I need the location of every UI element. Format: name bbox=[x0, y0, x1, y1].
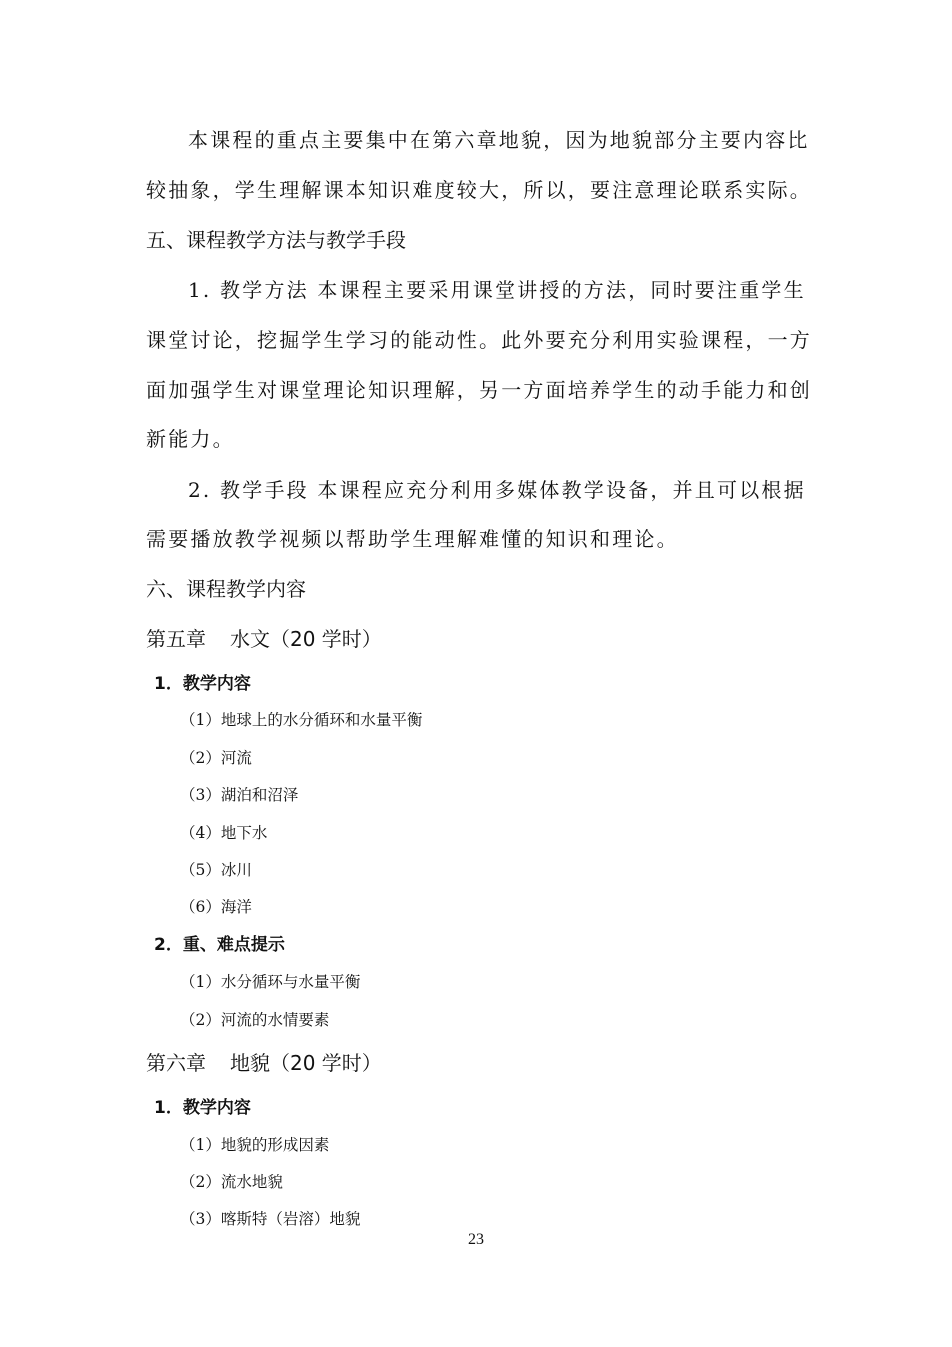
intro-paragraph-line-1: 本课程的重点主要集中在第六章地貌，因为地貌部分主要内容比 bbox=[188, 128, 810, 152]
chapter-5-content-item: （3）湖泊和沼泽 bbox=[180, 786, 299, 804]
method-paragraph-line-3: 面加强学生对课堂理论知识理解，另一方面培养学生的动手能力和创 bbox=[146, 378, 812, 402]
chapter-5-content-item: （6）海洋 bbox=[180, 898, 252, 916]
means-paragraph-line-1: 2. 教学手段 本课程应充分利用多媒体教学设备，并且可以根据 bbox=[188, 478, 806, 502]
section-heading-teaching-content: 六、课程教学内容 bbox=[146, 577, 306, 601]
chapter-6-content-heading: 1．教学内容 bbox=[154, 1098, 251, 1118]
intro-paragraph-line-2: 较抽象，学生理解课本知识难度较大，所以，要注意理论联系实际。 bbox=[146, 178, 812, 202]
chapter-6-content-item: （1）地貌的形成因素 bbox=[180, 1136, 330, 1154]
chapter-6-heading bbox=[146, 1049, 382, 1077]
chapter-5-content-item: （4）地下水 bbox=[180, 824, 268, 842]
method-paragraph-line-2: 课堂讨论，挖掘学生学习的能动性。此外要充分利用实验课程，一方 bbox=[146, 328, 812, 352]
chapter-5-content-heading: 1．教学内容 bbox=[154, 674, 251, 694]
section-heading-teaching-methods: 五、课程教学方法与教学手段 bbox=[146, 228, 406, 252]
means-paragraph-line-2: 需要播放教学视频以帮助学生理解难懂的知识和理论。 bbox=[146, 527, 679, 551]
chapter-5-key-point-item: （2）河流的水情要素 bbox=[180, 1011, 330, 1029]
chapter-5-content-item: （1）地球上的水分循环和水量平衡 bbox=[180, 711, 423, 729]
chapter-6-content-item: （2）流水地貌 bbox=[180, 1173, 283, 1191]
chapter-5-heading bbox=[146, 625, 382, 653]
chapter-5-title: 水文（20 学时） bbox=[230, 627, 382, 651]
chapter-6-title: 地貌（20 学时） bbox=[230, 1051, 382, 1075]
chapter-5-content-item: （2）河流 bbox=[180, 749, 252, 767]
chapter-6-content-item: （3）喀斯特（岩溶）地貌 bbox=[180, 1210, 361, 1228]
chapter-5-number: 第五章 bbox=[146, 627, 206, 651]
method-paragraph-line-4: 新能力。 bbox=[146, 427, 235, 451]
chapter-5-key-points-heading: 2．重、难点提示 bbox=[154, 935, 285, 955]
method-paragraph-line-1: 1. 教学方法 本课程主要采用课堂讲授的方法，同时要注重学生 bbox=[188, 278, 806, 302]
chapter-6-number: 第六章 bbox=[146, 1051, 206, 1075]
chapter-5-content-item: （5）冰川 bbox=[180, 861, 252, 879]
page-number: 23 bbox=[468, 1231, 484, 1248]
chapter-5-key-point-item: （1）水分循环与水量平衡 bbox=[180, 973, 361, 991]
